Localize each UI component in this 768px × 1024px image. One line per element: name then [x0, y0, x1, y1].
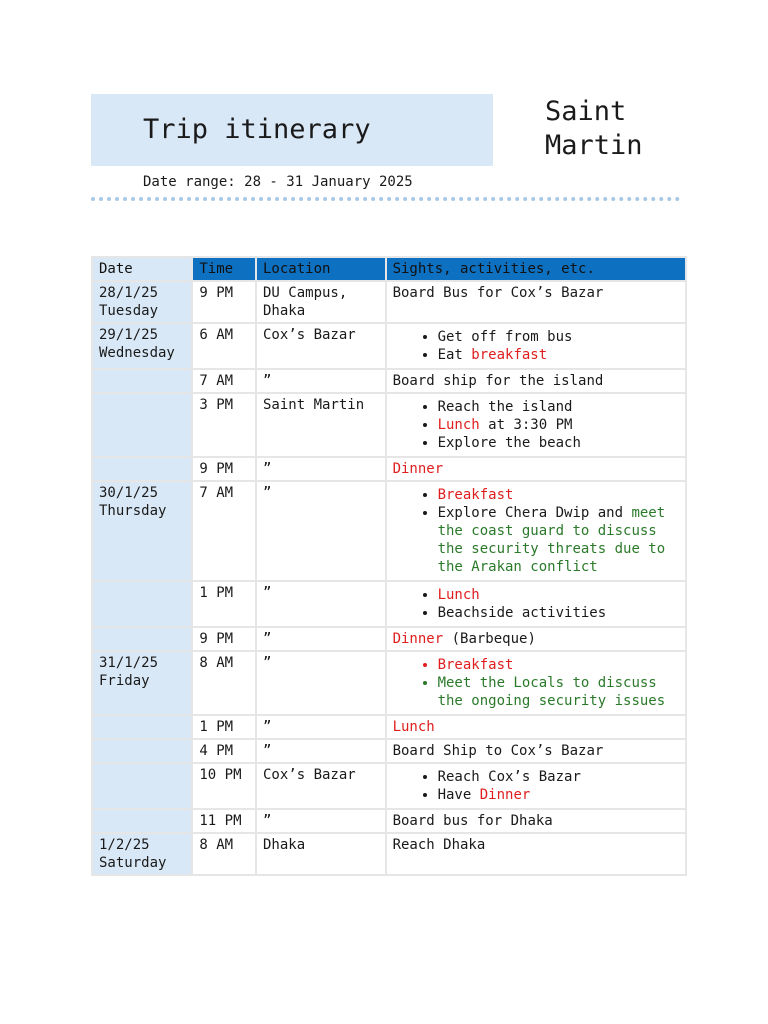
date-range: Date range: 28 - 31 January 2025	[143, 174, 413, 190]
list-item	[438, 328, 679, 346]
table-row	[93, 764, 685, 808]
list-item	[438, 504, 679, 576]
activities-cell	[387, 282, 685, 322]
weekday-value: Thursday	[99, 503, 167, 519]
location-cell: ”	[257, 628, 385, 650]
activities-cell	[387, 810, 685, 832]
time-cell: 3 PM	[193, 394, 255, 456]
date-cell	[93, 834, 191, 874]
date-cell	[93, 394, 191, 456]
date-cell	[93, 582, 191, 626]
location-cell: ”	[257, 482, 385, 580]
date-cell	[93, 370, 191, 392]
date-cell	[93, 282, 191, 322]
time-cell: 9 PM	[193, 282, 255, 322]
activities-cell	[387, 740, 685, 762]
activity-text: Reach Cox’s Bazar	[437, 769, 581, 785]
activities-cell	[387, 652, 685, 714]
destination-line-2: Martin	[545, 130, 643, 161]
list-item	[438, 346, 679, 364]
location-cell: ”	[257, 582, 385, 626]
time-cell: 9 PM	[193, 628, 255, 650]
activity-text: Dinner	[392, 461, 444, 477]
date-cell	[93, 740, 191, 762]
list-item	[438, 656, 679, 674]
list-item	[438, 398, 679, 416]
activities-cell	[387, 458, 685, 480]
date-value: 28/1/25	[99, 285, 159, 301]
location-cell: ”	[257, 652, 385, 714]
table-row	[93, 458, 685, 480]
dotted-divider	[91, 197, 680, 201]
list-item	[438, 586, 679, 604]
activities-cell	[387, 482, 685, 580]
location-cell: DU Campus, Dhaka	[257, 282, 385, 322]
date-cell	[93, 810, 191, 832]
table-row	[93, 740, 685, 762]
activity-list	[393, 486, 679, 576]
destination-line-1: Saint	[545, 96, 627, 127]
date-value: 31/1/25	[99, 655, 159, 671]
time-cell: 8 AM	[193, 834, 255, 874]
activity-text: at 3:30 PM	[479, 417, 573, 433]
activity-text: Board Ship to Cox’s Bazar	[392, 743, 604, 759]
table-row	[93, 324, 685, 368]
activity-text: Have	[437, 787, 480, 803]
list-item	[438, 604, 679, 622]
time-cell: 11 PM	[193, 810, 255, 832]
activity-text: Get off from bus	[437, 329, 573, 345]
table-header-row	[93, 258, 685, 280]
date-cell	[93, 652, 191, 714]
time-cell: 7 AM	[193, 370, 255, 392]
page-title: Trip itinerary	[143, 114, 371, 145]
activity-text: Lunch	[437, 587, 480, 603]
header-date: Date	[93, 258, 191, 280]
activity-text: Dinner	[479, 787, 531, 803]
activity-text: Reach Dhaka	[392, 837, 486, 853]
table-row	[93, 282, 685, 322]
list-item	[438, 434, 679, 452]
activity-text: Breakfast	[437, 657, 514, 673]
date-cell	[93, 458, 191, 480]
activity-text: Reach the island	[437, 399, 573, 415]
table-row	[93, 582, 685, 626]
location-cell: ”	[257, 458, 385, 480]
table-row	[93, 482, 685, 580]
destination-title	[545, 95, 685, 163]
location-cell: Cox’s Bazar	[257, 764, 385, 808]
activities-cell	[387, 716, 685, 738]
table-row	[93, 834, 685, 874]
list-item	[438, 786, 679, 804]
activity-list	[393, 398, 679, 452]
date-value: 29/1/25	[99, 327, 159, 343]
activity-text: Lunch	[392, 719, 435, 735]
table-row	[93, 716, 685, 738]
list-item	[438, 486, 679, 504]
location-cell: ”	[257, 370, 385, 392]
activity-text: meet the coast guard to discuss the security threats due to the Arakan conflict	[437, 505, 666, 575]
activities-cell	[387, 582, 685, 626]
header-location: Location	[257, 258, 385, 280]
time-cell: 7 AM	[193, 482, 255, 580]
list-item	[438, 768, 679, 786]
time-cell: 6 AM	[193, 324, 255, 368]
time-cell: 4 PM	[193, 740, 255, 762]
location-cell: Dhaka	[257, 834, 385, 874]
date-value: 1/2/25	[99, 837, 150, 853]
activity-text: Eat	[437, 347, 472, 363]
time-cell: 9 PM	[193, 458, 255, 480]
time-cell: 10 PM	[193, 764, 255, 808]
time-cell: 8 AM	[193, 652, 255, 714]
header-time: Time	[193, 258, 255, 280]
location-cell: Cox’s Bazar	[257, 324, 385, 368]
activity-text: Dinner	[392, 631, 444, 647]
activity-text: Beachside activities	[437, 605, 607, 621]
activity-text: breakfast	[471, 347, 548, 363]
activity-list	[393, 768, 679, 804]
list-item	[438, 674, 679, 710]
activities-cell	[387, 324, 685, 368]
date-value: 30/1/25	[99, 485, 159, 501]
activities-cell	[387, 764, 685, 808]
location-cell: ”	[257, 740, 385, 762]
table-row	[93, 652, 685, 714]
activity-text: Explore the beach	[437, 435, 581, 451]
header-activities: Sights, activities, etc.	[387, 258, 685, 280]
time-cell: 1 PM	[193, 716, 255, 738]
weekday-value: Saturday	[99, 855, 167, 871]
activities-cell	[387, 834, 685, 874]
activity-text: Board Bus for Cox’s Bazar	[392, 285, 604, 301]
location-cell: ”	[257, 810, 385, 832]
activity-list	[393, 328, 679, 364]
activity-text: Meet the Locals to discuss the ongoing security issues	[437, 675, 666, 709]
table-row	[93, 628, 685, 650]
date-cell	[93, 482, 191, 580]
weekday-value: Friday	[99, 673, 150, 689]
table-row	[93, 810, 685, 832]
table-body	[93, 282, 685, 874]
itinerary-table	[91, 256, 687, 876]
time-cell: 1 PM	[193, 582, 255, 626]
activity-text: Board bus for Dhaka	[392, 813, 553, 829]
activity-list	[393, 656, 679, 710]
date-cell	[93, 764, 191, 808]
table-row	[93, 394, 685, 456]
date-cell	[93, 324, 191, 368]
activities-cell	[387, 370, 685, 392]
activity-text: Lunch	[437, 417, 480, 433]
weekday-value: Tuesday	[99, 303, 159, 319]
location-cell: Saint Martin	[257, 394, 385, 456]
activity-text: (Barbeque)	[443, 631, 536, 647]
date-cell	[93, 628, 191, 650]
activities-cell	[387, 628, 685, 650]
date-cell	[93, 716, 191, 738]
activity-text: Explore Chera Dwip and	[437, 505, 632, 521]
location-cell: ”	[257, 716, 385, 738]
activity-text: Board ship for the island	[392, 373, 604, 389]
activities-cell	[387, 394, 685, 456]
table-row	[93, 370, 685, 392]
list-item	[438, 416, 679, 434]
activity-text: Breakfast	[437, 487, 514, 503]
activity-list	[393, 586, 679, 622]
weekday-value: Wednesday	[99, 345, 175, 361]
